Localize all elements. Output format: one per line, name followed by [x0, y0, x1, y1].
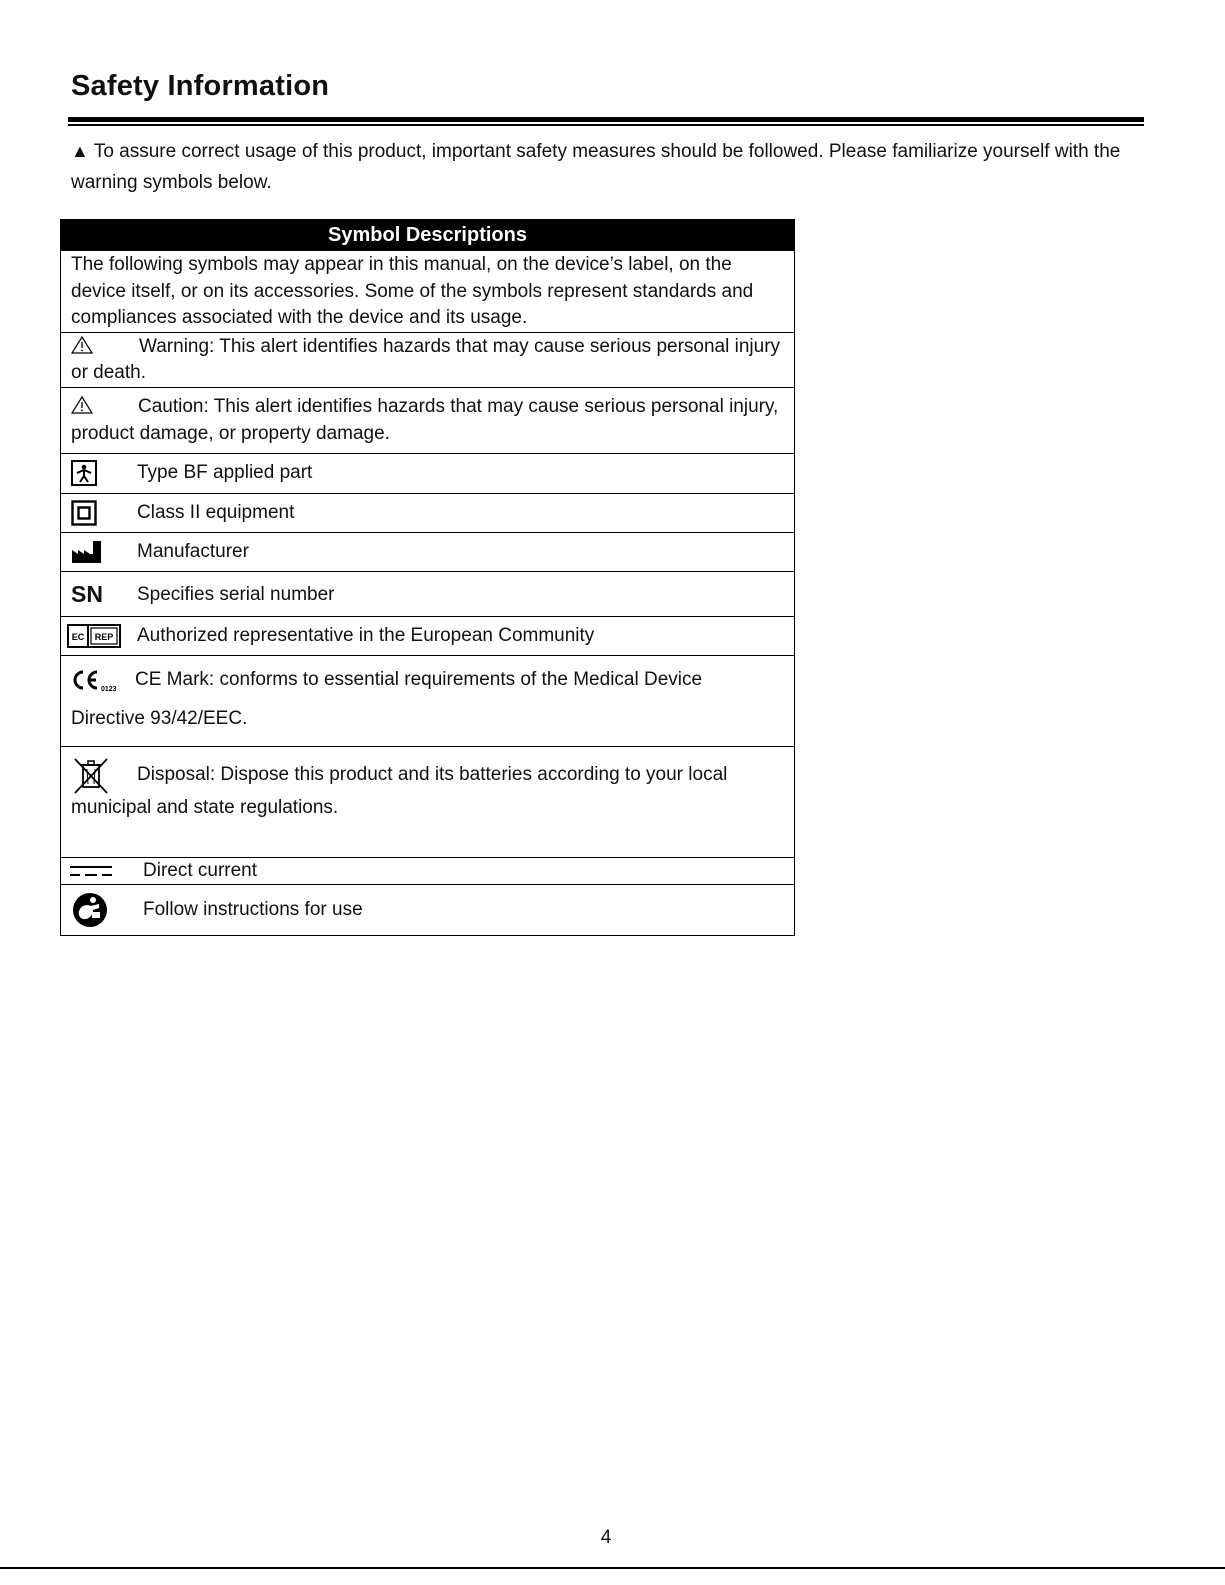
table-row	[61, 571, 795, 616]
page-number: 4	[600, 1527, 612, 1548]
row-text: Authorized representative in the European Community	[137, 624, 595, 646]
svg-text:REP: REP	[94, 631, 114, 642]
row-text: Specifies serial number	[137, 584, 335, 605]
title-rule-thick	[68, 117, 1144, 122]
table-row	[61, 616, 795, 655]
warning-triangle-filled-icon: ▲	[71, 141, 89, 161]
row-text: Follow instructions for use	[143, 898, 363, 920]
table-row	[61, 857, 795, 884]
type-bf-applied-part-icon	[71, 460, 137, 486]
caution-triangle-icon	[71, 396, 93, 414]
row-text: Manufacturer	[137, 540, 249, 562]
class-ii-equipment-icon	[71, 500, 137, 526]
row-text: CE Mark: conforms to essential requirements of the Medical Device	[135, 668, 703, 690]
page-bottom-rule	[0, 1567, 1225, 1569]
table-row	[61, 746, 795, 857]
table-row	[61, 332, 795, 387]
table-row	[61, 884, 795, 935]
table-row	[61, 387, 795, 453]
crossed-bin-icon	[71, 755, 137, 795]
manufacturer-icon	[71, 540, 137, 564]
svg-text:EC: EC	[71, 631, 85, 642]
row-text-continued: municipal and state regulations.	[71, 796, 339, 818]
row-text: Disposal: Dispose this product and its batteries according to your local	[137, 763, 728, 785]
follow-instructions-icon	[71, 891, 143, 929]
row-text: Class II equipment	[137, 501, 295, 523]
page-title: Safety Information	[71, 70, 330, 102]
ce-mark-icon	[71, 666, 135, 694]
warning-triangle-icon	[71, 336, 93, 354]
row-text-continued: Directive 93/42/EEC.	[71, 707, 248, 729]
intro-text: To assure correct usage of this product, important safety measures should be followed. Please familiarize yourself with the warning symbols below.	[71, 141, 1121, 193]
intro-paragraph	[71, 136, 1131, 198]
svg-text:0123: 0123	[101, 685, 117, 693]
table-row	[61, 453, 795, 493]
table-row	[61, 655, 795, 746]
row-text: Warning: This alert identifies hazards that may cause serious personal injury or death.	[71, 335, 781, 383]
row-text: Direct current	[143, 859, 258, 881]
title-rule-thin	[68, 124, 1144, 126]
table-row	[61, 532, 795, 571]
ec-rep-icon	[67, 624, 137, 648]
table-description: The following symbols may appear in this manual, on the device’s label, on the device itself, or on its accessories. Some of the symbols represent standards and compliances associated with the device and its usage.	[61, 251, 795, 333]
row-text: Caution: This alert identifies hazards that may cause serious personal injury, product damage, or property damage.	[71, 396, 779, 444]
serial-number-icon: SN	[71, 580, 103, 607]
direct-current-icon	[69, 864, 143, 878]
table-header: Symbol Descriptions	[61, 220, 795, 251]
symbol-table	[60, 219, 795, 936]
table-row	[61, 493, 795, 532]
row-text: Type BF applied part	[137, 462, 313, 483]
